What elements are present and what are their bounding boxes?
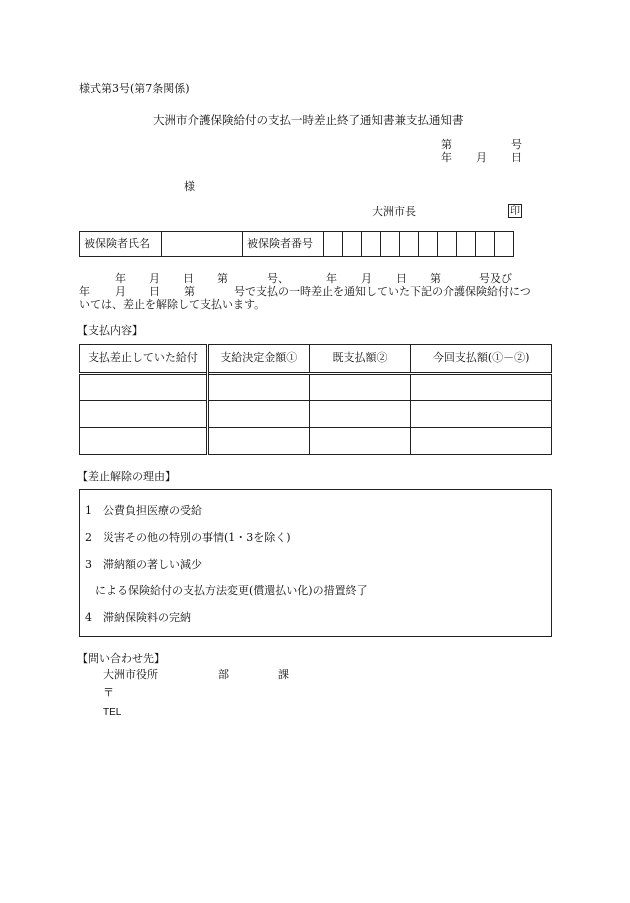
document-title: 大洲市介護保険給付の支払一時差止終了通知書兼支払通知書 — [153, 113, 464, 127]
contact-office: 大洲市役所 — [103, 668, 158, 681]
body-word: 年 — [115, 272, 126, 285]
insured-number-digit[interactable] — [476, 232, 495, 257]
body-word: 月 — [149, 272, 160, 285]
reason-item: 4 滞納保険料の完納 — [85, 611, 191, 624]
payment-cell[interactable] — [411, 428, 552, 455]
seal-mark: 印 — [510, 206, 520, 217]
insured-number-digit[interactable] — [381, 232, 400, 257]
payment-table — [79, 344, 552, 455]
table-row — [80, 401, 552, 428]
insured-number-digit[interactable] — [400, 232, 419, 257]
body-word: 号で支払の一時差止を通知していた下記の介護保険給付につ — [234, 285, 531, 298]
insured-number-digit[interactable] — [362, 232, 381, 257]
body-word: 年 — [326, 272, 337, 285]
body-word: 日 — [396, 272, 407, 285]
contact-postal: 〒 — [103, 686, 114, 699]
contact-ka: 課 — [278, 668, 289, 681]
insured-number-label: 被保険者番号 — [243, 232, 324, 257]
insured-table — [79, 231, 514, 257]
doc-date-month: 月 — [476, 151, 487, 164]
doc-date-year: 年 — [441, 151, 452, 164]
addressee-suffix: 様 — [184, 180, 195, 193]
insured-number-digit[interactable] — [457, 232, 476, 257]
payment-cell[interactable] — [411, 401, 552, 428]
reason-item: 1 公費負担医療の受給 — [85, 504, 202, 517]
body-word: 号及び — [479, 272, 512, 285]
payment-header: 今回支払額(①－②) — [411, 345, 552, 374]
body-word: 第 — [430, 272, 441, 285]
payment-cell[interactable] — [80, 428, 208, 455]
payment-cell[interactable] — [207, 428, 309, 455]
contact-heading: 【問い合わせ先】 — [77, 652, 165, 665]
payment-header: 支払差止していた給付 — [80, 345, 208, 374]
body-word: 第 — [184, 285, 195, 298]
body-word: 日 — [149, 285, 160, 298]
payment-heading: 【支払内容】 — [77, 324, 143, 337]
insured-number-digit[interactable] — [419, 232, 438, 257]
doc-number-go: 号 — [511, 138, 522, 151]
payment-cell[interactable] — [207, 374, 309, 401]
payment-cell[interactable] — [80, 401, 208, 428]
reason-heading: 【差止解除の理由】 — [77, 470, 176, 483]
issuer-name: 大洲市長 — [372, 205, 416, 218]
body-line-3: いては、差止を解除して支払います。 — [79, 298, 266, 311]
insured-number-digit[interactable] — [495, 232, 514, 257]
table-row — [80, 428, 552, 455]
body-word: 日 — [183, 272, 194, 285]
body-word: 号、 — [267, 272, 289, 285]
insured-name-cell[interactable] — [162, 232, 243, 257]
payment-cell[interactable] — [309, 401, 411, 428]
reason-item: 2 災害その他の特別の事情(1・3を除く) — [85, 531, 291, 544]
insured-name-label: 被保険者氏名 — [80, 232, 162, 257]
payment-header: 支給決定金額① — [207, 345, 309, 374]
payment-cell[interactable] — [309, 374, 411, 401]
body-word: 月 — [361, 272, 372, 285]
payment-cell[interactable] — [309, 428, 411, 455]
contact-bu: 部 — [218, 668, 229, 681]
reason-item: 3 滞納額の著しい減少 — [85, 558, 202, 571]
payment-cell[interactable] — [411, 374, 552, 401]
reason-item: による保険給付の支払方法変更(償還払い化)の措置終了 — [95, 584, 368, 597]
form-number: 様式第3号(第7条関係) — [79, 82, 190, 95]
doc-number-dai: 第 — [441, 138, 452, 151]
payment-header: 既支払額② — [309, 345, 411, 374]
payment-cell[interactable] — [80, 374, 208, 401]
body-word: 月 — [115, 285, 126, 298]
insured-number-digit[interactable] — [343, 232, 362, 257]
insured-number-digit[interactable] — [324, 232, 343, 257]
contact-tel: TEL — [103, 707, 122, 718]
doc-date-day: 日 — [511, 151, 522, 164]
body-word: 年 — [79, 285, 90, 298]
payment-cell[interactable] — [207, 401, 309, 428]
table-row — [80, 374, 552, 401]
insured-number-digit[interactable] — [438, 232, 457, 257]
body-word: 第 — [217, 272, 228, 285]
